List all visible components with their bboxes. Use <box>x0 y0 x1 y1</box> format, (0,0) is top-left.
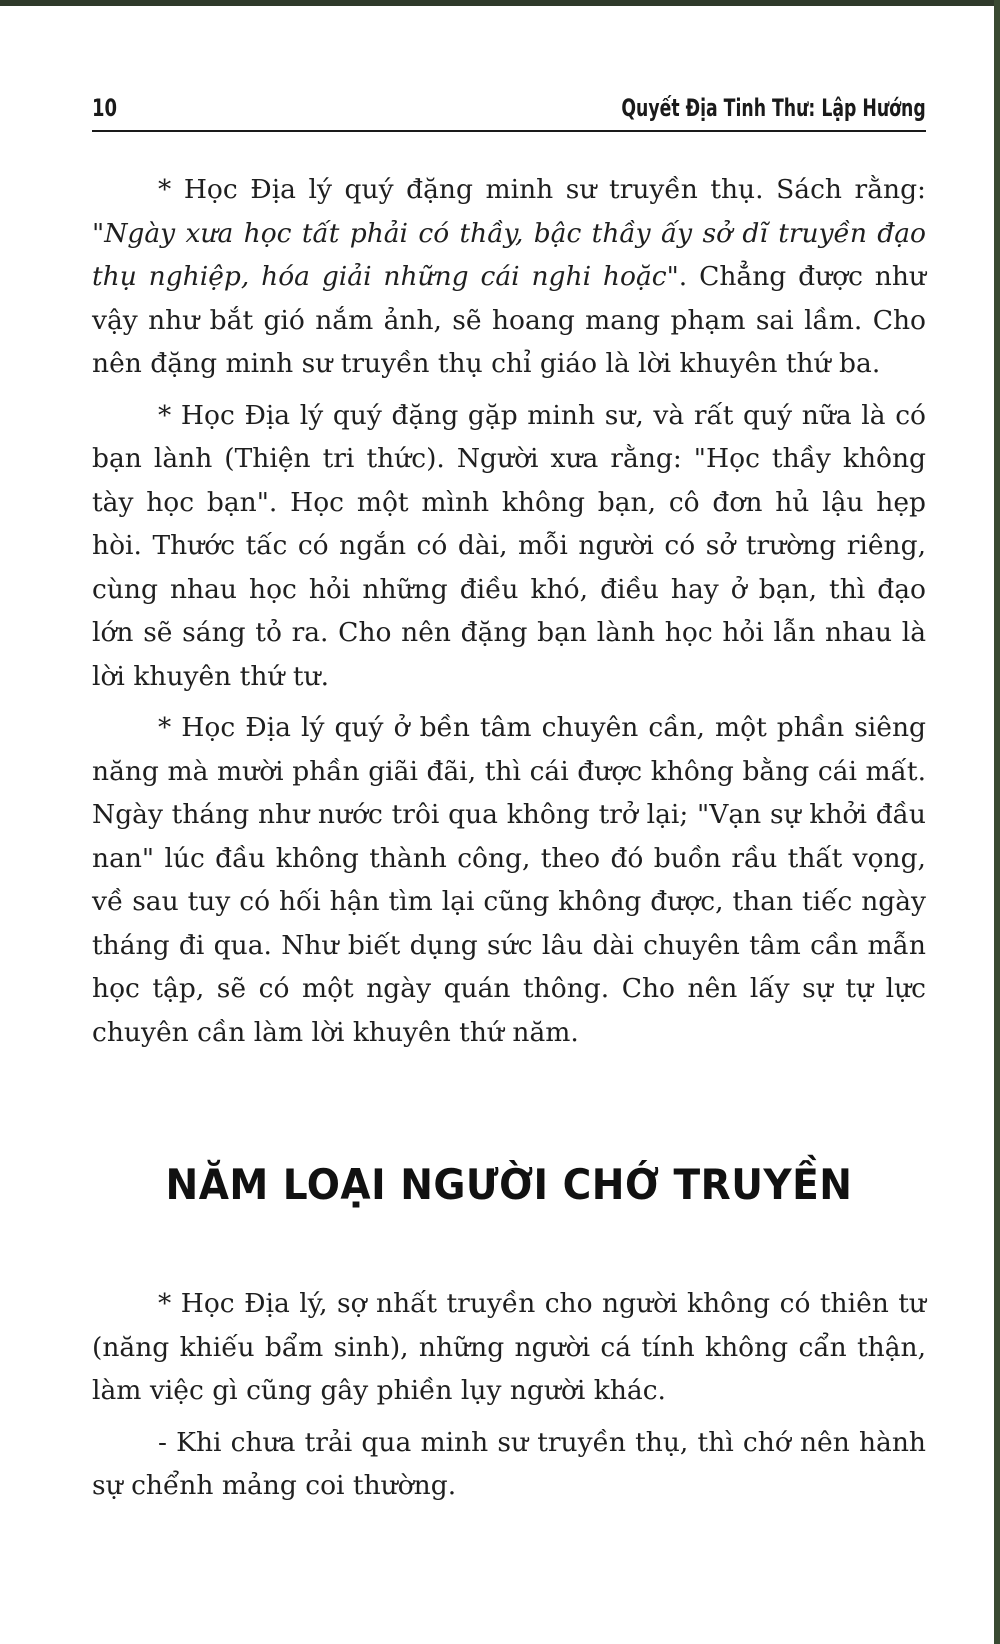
paragraph-advice-five: * Học Địa lý quý ở bền tâm chuyên cần, một phần siêng năng mà mười phần giãi đãi, thì cái được không bằng cái mất. Ngày tháng như nước trôi qua không trở lại; "Vạn sự khởi đầu nan" lúc đầu không thành công, theo đó buồn rầu thất vọng, về sau tuy có hối hận tìm lại cũng không được, than tiếc ngày tháng đi qua. Như biết dụng sức lâu dài chuyên tâm cần mẫn học tập, sẽ có một ngày quán thông. Cho nên lấy sự tự lực chuyên cần làm lời khuyên thứ năm. <box>92 712 926 1048</box>
body-text <box>92 168 926 1054</box>
page-right-border <box>994 0 1000 1644</box>
section-body-text <box>92 1282 926 1516</box>
page-header <box>92 90 926 132</box>
running-title: Quyết Địa Tinh Thư: Lập Hướng <box>621 94 926 122</box>
section-paragraph: - Khi chưa trải qua minh sư truyền thụ, thì chớ nên hành sự chểnh mảng coi thường. <box>92 1426 926 1501</box>
quoted-saying: "Ngày xưa học tất phải có thầy, bậc thầy ấy sở dĩ truyền đạo thụ nghiệp, hóa giải những cái nghi hoặc" <box>92 217 926 292</box>
paragraph-lead: * Học Địa lý quý đặng minh sư truyền thụ. Sách rằng: <box>158 174 926 205</box>
paragraph-advice-three <box>92 168 926 386</box>
section-heading: NĂM LOẠI NGƯỜI CHỚ TRUYỀN <box>165 1160 853 1209</box>
page-number: 10 <box>92 94 118 122</box>
paragraph-advice-four: * Học Địa lý quý đặng gặp minh sư, và rất quý nữa là có bạn lành (Thiện tri thức). Người xưa rằng: "Học thầy không tày học bạn". Học một mình không bạn, cô đơn hủ lậu hẹp hòi. Thước tấc có ngắn có dài, mỗi người có sở trường riêng, cùng nhau học hỏi những điều khó, điều hay ở bạn, thì đạo lớn sẽ sáng tỏ ra. Cho nên đặng bạn lành học hỏi lẫn nhau là lời khuyên thứ tư. <box>92 399 926 692</box>
section-paragraph: * Học Địa lý, sợ nhất truyền cho người không có thiên tư (năng khiếu bẩm sinh), những người cá tính không cẩn thận, làm việc gì cũng gây phiền lụy người khác. <box>92 1288 926 1406</box>
paragraph-tail: . Chẳng được như vậy như bắt gió nắm ảnh, sẽ hoang mang phạm sai lầm. Cho nên đặng minh sư truyền thụ chỉ giáo là lời khuyên thứ ba. <box>92 261 926 379</box>
page-top-border <box>0 0 1000 6</box>
